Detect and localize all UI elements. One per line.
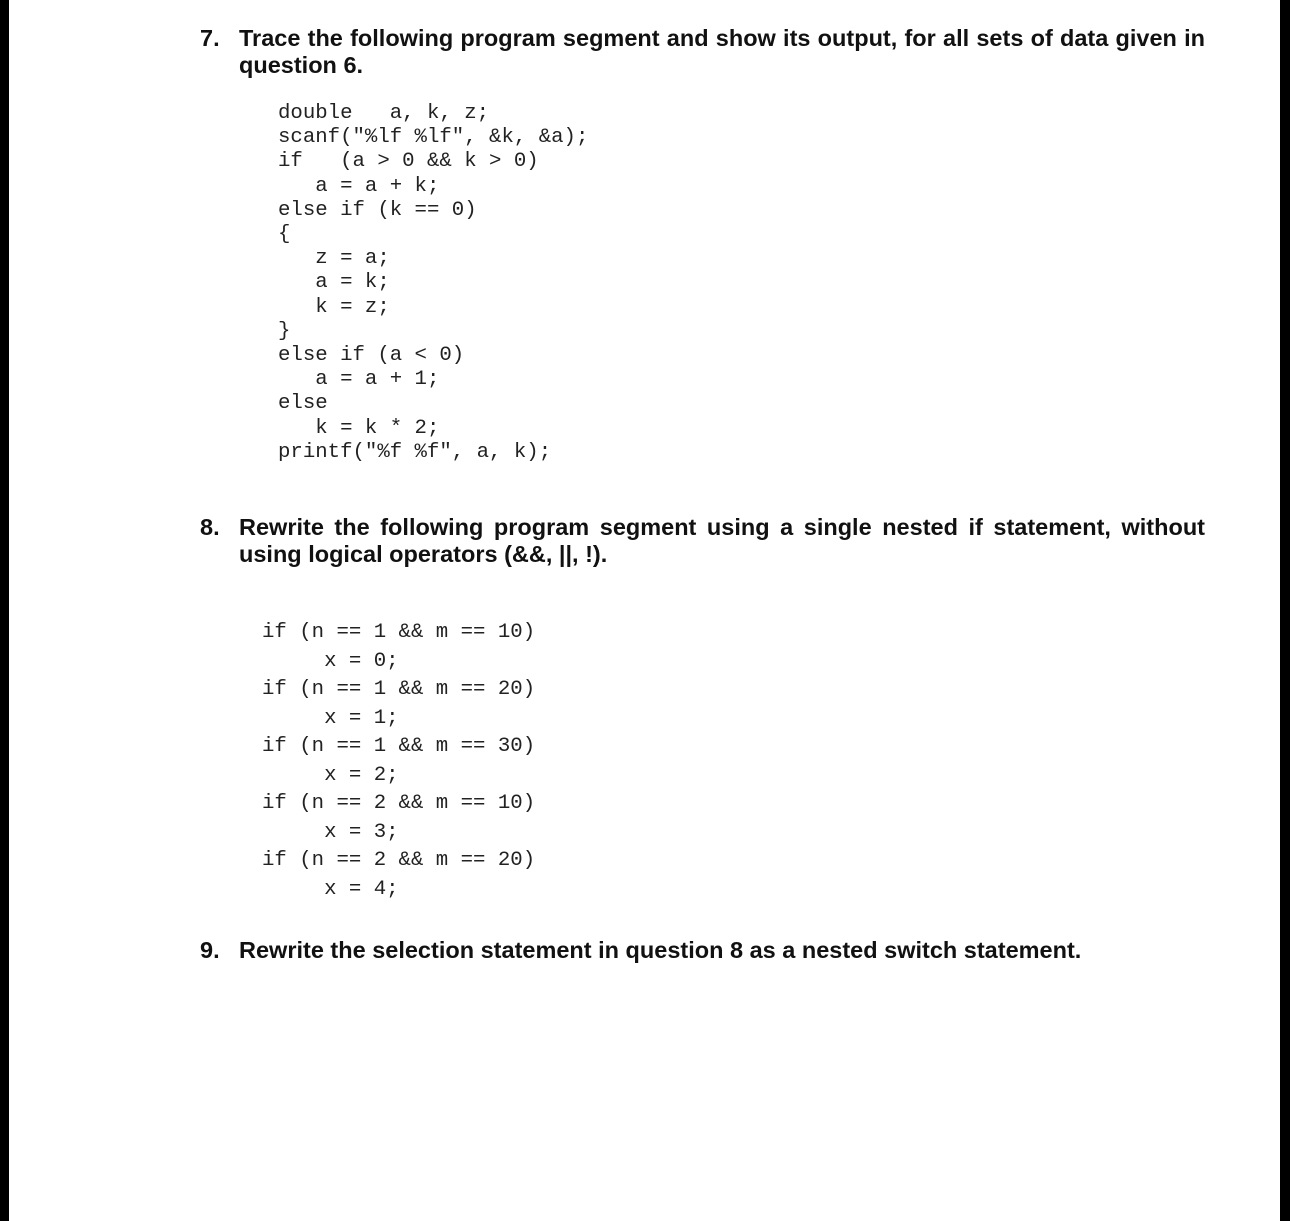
code-line: else if (a < 0)	[278, 344, 465, 368]
code-line: x = 1;	[262, 706, 399, 730]
code-line: double a, k, z;	[278, 102, 490, 125]
code-line: else	[278, 392, 328, 416]
code-line: }	[278, 319, 291, 343]
code-line: {	[278, 223, 291, 247]
question-9	[200, 937, 1205, 964]
code-line: z = a;	[278, 247, 390, 271]
code-line: if (n == 2 && m == 20)	[262, 849, 536, 872]
code-line: x = 4;	[262, 877, 399, 901]
code-line: x = 0;	[262, 649, 399, 673]
code-line: if (n == 2 && m == 10)	[262, 792, 536, 815]
question-9-text: Rewrite the selection statement in question 8 as a nested switch statement.	[239, 937, 1082, 963]
code-block-q7	[278, 102, 588, 465]
code-line: a = a + 1;	[278, 368, 440, 392]
code-line: if (a > 0 && k > 0)	[278, 150, 539, 174]
document-page	[9, 0, 1280, 1221]
code-line: a = a + k;	[278, 174, 440, 198]
code-line: x = 3;	[262, 820, 399, 844]
code-line: printf("%f %f", a, k);	[278, 440, 552, 464]
code-line: k = k * 2;	[278, 416, 440, 440]
code-line: x = 2;	[262, 763, 399, 787]
code-line: k = z;	[278, 295, 390, 319]
code-block-q8	[262, 619, 535, 904]
code-line: scanf("%lf %lf", &k, &a);	[278, 126, 589, 150]
question-7	[200, 25, 1205, 79]
code-line: if (n == 1 && m == 20)	[262, 678, 536, 701]
code-line: else if (k == 0)	[278, 198, 477, 222]
question-8-number: 8.	[200, 514, 220, 540]
code-line: if (n == 1 && m == 30)	[262, 735, 536, 758]
question-7-number: 7.	[200, 25, 220, 51]
question-7-text: Trace the following program segment and show its output, for all sets of data given in question 6.	[239, 25, 1205, 78]
code-line: if (n == 1 && m == 10)	[262, 621, 536, 644]
code-line: a = k;	[278, 271, 390, 295]
question-8	[200, 514, 1205, 568]
question-9-number: 9.	[200, 937, 220, 963]
question-8-text: Rewrite the following program segment using a single nested if statement, without using logical operators (&&, ||, !).	[239, 514, 1205, 567]
